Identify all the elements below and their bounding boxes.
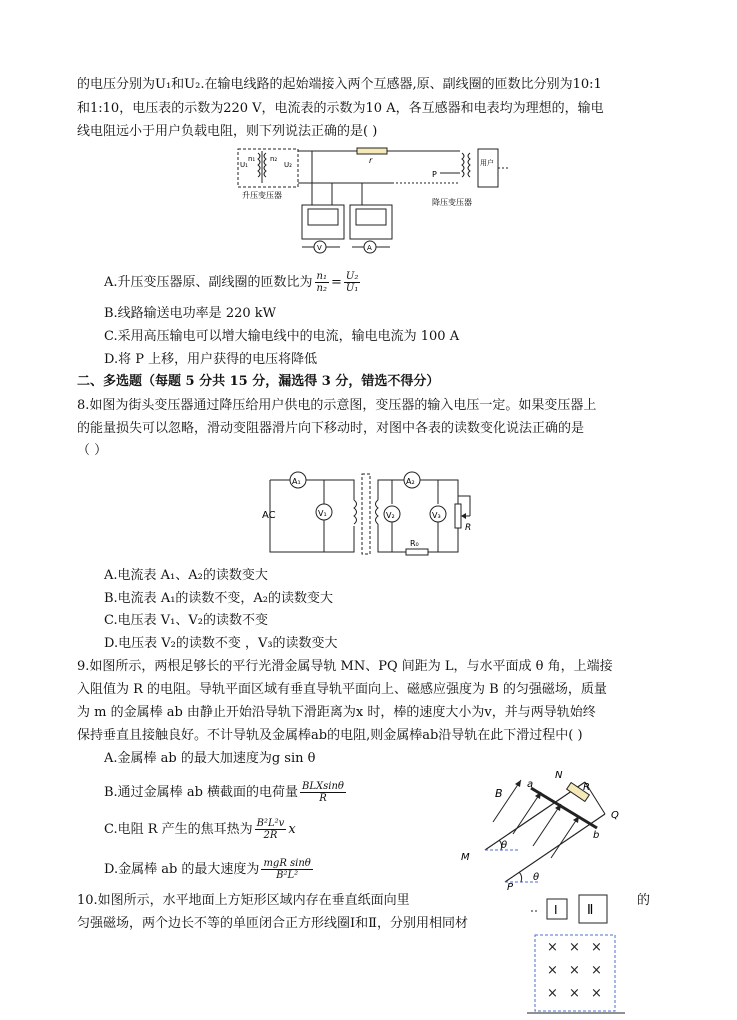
- q8-option-d: D.电压表 V₂的读数不变 ，V₃的读数变大: [104, 636, 338, 651]
- q9-b-field-label: B: [495, 787, 503, 800]
- q10-field-cross: ×: [547, 963, 558, 978]
- q7-ammeter-label: A: [367, 244, 372, 252]
- q7-voltmeter-label: V: [317, 244, 322, 252]
- q7-option-c: C.采用高压输电可以增大输电线中的电流，输电电流为 100 A: [104, 329, 460, 344]
- q7-step-up-label: 升压变压器: [242, 191, 282, 200]
- q8-r-label: R: [465, 523, 472, 533]
- q7-transmission-diagram: [232, 143, 512, 258]
- q10-field-cross: ×: [591, 940, 602, 955]
- q9-b-label: b: [593, 830, 600, 841]
- q9-option-b: B.通过金属棒 ab 横截面的电荷量 $\frac{\text{BLXsinθ}}{R}$: [104, 781, 344, 804]
- q8-text-line-1: 8.如图为街头变压器通过降压给用户供电的示意图，变压器的输入电压一定。如果变压器上: [77, 398, 597, 413]
- q8-v2-label: V₂: [386, 511, 395, 520]
- q10-coil-2-label: Ⅱ: [587, 903, 594, 918]
- q8-option-a: A.电流表 A₁、A₂的读数变大: [104, 568, 268, 583]
- q7-r-label: r: [369, 156, 373, 165]
- q7-n1-label: n₁: [248, 155, 256, 163]
- q10-field-cross: ×: [569, 940, 580, 955]
- q8-text-line-3: （ ）: [77, 443, 108, 458]
- q7-text-line-2: 和1:10，电压表的示数为220 V，电流表的示数为10 A，各互感器和电表均为理想的，输电: [77, 101, 604, 116]
- q10-field-cross: ×: [547, 986, 558, 1001]
- q8-text-line-2: 的能量损失可以忽略，滑动变阻器滑片向下移动时，对图中各表的读数变化说法正确的是: [77, 421, 585, 436]
- q7-option-d: D.将 P 上移，用户获得的电压将降低: [104, 352, 318, 367]
- q7-n2-label: n₂: [270, 155, 278, 163]
- q9-q-label: Q: [611, 810, 619, 821]
- section-2-heading: 二、多选题（每题 5 分共 15 分，漏选得 3 分，错选不得分）: [77, 374, 440, 389]
- q7-u1-label: U₁: [240, 161, 248, 169]
- q8-v1-label: V₁: [318, 509, 327, 518]
- q7-u2-label: U₂: [284, 161, 292, 169]
- q10-field-cross: ×: [569, 963, 580, 978]
- q7-user-label: 用户: [480, 159, 494, 167]
- q7-option-b: B.线路输送电功率是 220 kW: [104, 306, 277, 321]
- q9-theta-top-label: θ: [501, 840, 508, 851]
- q8-ac-label: AC: [262, 510, 276, 521]
- q10-coil-1-label: Ⅰ: [554, 903, 558, 917]
- q10-field-cross: ×: [591, 963, 602, 978]
- q7-option-a: A.升压变压器原、副线圈的匝数比为 $\frac{\text{n₁}}{\text{n₂}}$ = $\frac{\text{U₂}}{\text{U₁}}$: [104, 271, 359, 294]
- q10-text-line-2: 匀强磁场，两个边长不等的单匝闭合正方形线圈Ⅰ和Ⅱ，分别用相同材: [77, 916, 468, 931]
- q9-rail-diagram: [455, 762, 635, 892]
- q9-text-line-1: 9.如图所示，两根足够长的平行光滑金属导轨 MN、PQ 间距为 L，与水平面成 θ 角，上端接: [77, 659, 613, 674]
- q9-option-a: A.金属棒 ab 的最大加速度为g sin θ: [104, 751, 316, 766]
- q10-field-cross: ×: [591, 986, 602, 1001]
- q8-circuit-diagram: [262, 466, 482, 558]
- q9-m-label: M: [461, 852, 470, 863]
- q9-text-line-4: 保持垂直且接触良好。不计导轨及金属棒ab的电阻,则金属棒ab沿导轨在此下滑过程中( ): [77, 728, 583, 743]
- q8-a2-label: A₂: [406, 477, 415, 486]
- q8-v3-label: V₃: [432, 511, 441, 520]
- q9-n-label: N: [555, 770, 563, 781]
- q8-option-c: C.电压表 V₁、V₂的读数不变: [104, 613, 268, 628]
- q9-theta-bottom-label: θ: [533, 872, 540, 883]
- q9-r-label: R: [583, 782, 590, 793]
- q9-option-d: D.金属棒 ab 的最大速度为 $\frac{\text{mgR sinθ}}{\text{B²L²}}$: [104, 858, 311, 881]
- q10-field-cross: ×: [569, 986, 580, 1001]
- q7-text-line-3: 线电阻远小于用户负载电阻，则下列说法正确的是( ): [77, 124, 378, 139]
- q8-option-b: B.电流表 A₁的读数不变，A₂的读数变大: [104, 591, 334, 606]
- q7-step-down-label: 降压变压器: [432, 198, 472, 207]
- q10-field-cross: ×: [547, 940, 558, 955]
- q9-text-line-3: 为 m 的金属棒 ab 由静止开始沿导轨下滑距离为x 时，棒的速度大小为v，并与两导轨始终: [77, 705, 596, 720]
- q10-field-diagram: [525, 893, 635, 1020]
- q9-a-label: a: [527, 779, 534, 790]
- q9-option-c: C.电阻 R 产生的焦耳热为 $\frac{\text{B²L²v}}{2R}$ x: [104, 818, 296, 841]
- q8-a1-label: A₁: [292, 477, 301, 486]
- q9-text-line-2: 入阻值为 R 的电阻。导轨平面区域有垂直导轨平面向上、磁感应强度为 B 的匀强磁场，质量: [77, 682, 607, 697]
- q10-text-line-1a: 10.如图所示，水平地面上方矩形区域内存在垂直纸面向里: [77, 893, 410, 908]
- q8-r0-label: R₀: [410, 539, 419, 548]
- q9-p-label: P: [507, 882, 514, 892]
- q10-text-line-1b: 的: [637, 893, 651, 908]
- q7-p-label: P: [432, 170, 437, 179]
- q7-text-line-1: 的电压分别为U₁和U₂.在输电线路的起始端接入两个互感器,原、副线圈的匝数比分别为10:1: [77, 77, 602, 92]
